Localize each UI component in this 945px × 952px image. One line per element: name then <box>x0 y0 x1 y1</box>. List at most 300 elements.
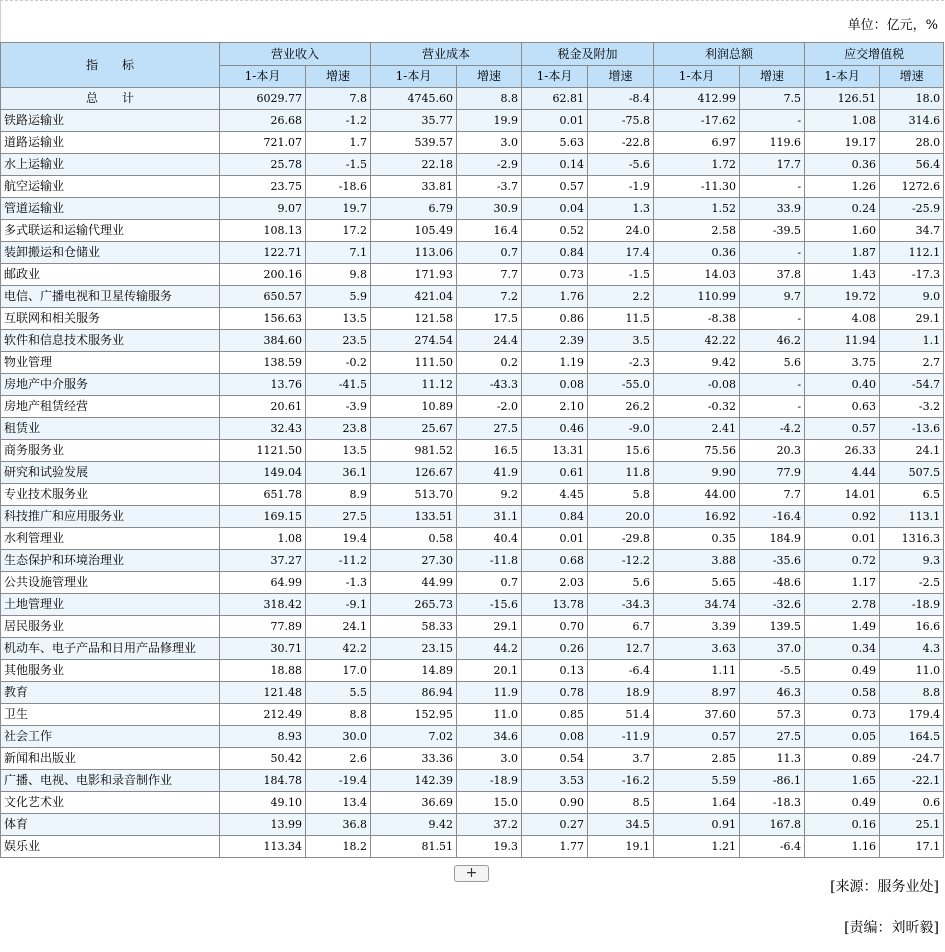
value-cell: 19.3 <box>457 836 522 858</box>
growth-subheader: 增速 <box>588 66 654 88</box>
value-cell: 9.2 <box>457 484 522 506</box>
value-cell: 13.4 <box>306 792 371 814</box>
value-cell: 26.33 <box>805 440 880 462</box>
value-cell: 14.03 <box>654 264 740 286</box>
growth-subheader: 增速 <box>457 66 522 88</box>
value-cell: 15.6 <box>588 440 654 462</box>
table-row <box>1 440 944 462</box>
value-cell: 121.58 <box>371 308 457 330</box>
industry-name: 水利管理业 <box>1 528 220 550</box>
value-cell: 18.9 <box>588 682 654 704</box>
value-cell: -16.4 <box>740 506 805 528</box>
value-cell: 119.6 <box>740 132 805 154</box>
value-cell: 23.5 <box>306 330 371 352</box>
value-cell: 23.8 <box>306 418 371 440</box>
value-cell: 1.3 <box>588 198 654 220</box>
value-cell: -12.2 <box>588 550 654 572</box>
value-cell: 6.79 <box>371 198 457 220</box>
industry-name: 物业管理 <box>1 352 220 374</box>
value-cell: 0.70 <box>522 616 588 638</box>
cost-header: 营业成本 <box>371 43 522 66</box>
value-cell: 44.99 <box>371 572 457 594</box>
value-cell: 16.4 <box>457 220 522 242</box>
industry-name: 广播、电视、电影和录音制作业 <box>1 770 220 792</box>
value-cell: -11.8 <box>457 550 522 572</box>
value-cell: 11.94 <box>805 330 880 352</box>
revenue-header: 营业收入 <box>220 43 371 66</box>
value-cell: 19.4 <box>306 528 371 550</box>
value-cell: -18.6 <box>306 176 371 198</box>
value-cell: 0.36 <box>805 154 880 176</box>
industry-name: 土地管理业 <box>1 594 220 616</box>
value-cell: 7.8 <box>306 88 371 110</box>
value-cell: 0.26 <box>522 638 588 660</box>
table-row <box>1 484 944 506</box>
unit-label: 单位：亿元，% <box>847 18 938 33</box>
value-cell: -2.5 <box>880 572 944 594</box>
value-cell: 0.6 <box>880 792 944 814</box>
value-cell: 1.64 <box>654 792 740 814</box>
value-cell: 7.2 <box>457 286 522 308</box>
value-cell: 1.60 <box>805 220 880 242</box>
value-cell: 721.07 <box>220 132 306 154</box>
value-cell: - <box>740 396 805 418</box>
value-cell: 0.61 <box>522 462 588 484</box>
value-cell: 2.85 <box>654 748 740 770</box>
value-cell: 0.7 <box>457 572 522 594</box>
value-cell: 5.5 <box>306 682 371 704</box>
value-cell: -1.5 <box>306 154 371 176</box>
value-cell: 105.49 <box>371 220 457 242</box>
value-cell: 19.72 <box>805 286 880 308</box>
value-cell: -75.8 <box>588 110 654 132</box>
value-cell: -24.7 <box>880 748 944 770</box>
value-cell: 34.6 <box>457 726 522 748</box>
add-button[interactable]: + <box>454 865 489 882</box>
table-row <box>1 176 944 198</box>
value-cell: 12.7 <box>588 638 654 660</box>
value-cell: - <box>740 308 805 330</box>
value-cell: 26.68 <box>220 110 306 132</box>
value-cell: 1.72 <box>654 154 740 176</box>
value-cell: 5.59 <box>654 770 740 792</box>
value-cell: 1272.6 <box>880 176 944 198</box>
table-row <box>1 792 944 814</box>
value-cell: 8.8 <box>880 682 944 704</box>
value-cell: 0.84 <box>522 506 588 528</box>
value-cell: 37.8 <box>740 264 805 286</box>
value-cell: -39.5 <box>740 220 805 242</box>
value-cell: 24.0 <box>588 220 654 242</box>
value-cell: 111.50 <box>371 352 457 374</box>
value-cell: 8.5 <box>588 792 654 814</box>
table-row <box>1 726 944 748</box>
value-cell: 0.78 <box>522 682 588 704</box>
industry-name: 房地产中介服务 <box>1 374 220 396</box>
value-cell: 44.00 <box>654 484 740 506</box>
value-cell: -22.8 <box>588 132 654 154</box>
industry-name: 装卸搬运和仓储业 <box>1 242 220 264</box>
value-cell: 18.0 <box>880 88 944 110</box>
value-cell: 1316.3 <box>880 528 944 550</box>
industry-name: 教育 <box>1 682 220 704</box>
value-cell: 24.1 <box>880 440 944 462</box>
value-cell: 7.5 <box>740 88 805 110</box>
value-cell: 49.10 <box>220 792 306 814</box>
value-cell: 36.1 <box>306 462 371 484</box>
value-cell: -1.3 <box>306 572 371 594</box>
value-cell: 16.6 <box>880 616 944 638</box>
period-subheader: 1-本月 <box>371 66 457 88</box>
value-cell: 14.01 <box>805 484 880 506</box>
table-row <box>1 528 944 550</box>
value-cell: 9.07 <box>220 198 306 220</box>
value-cell: 384.60 <box>220 330 306 352</box>
value-cell: - <box>740 374 805 396</box>
value-cell: 86.94 <box>371 682 457 704</box>
value-cell: -43.3 <box>457 374 522 396</box>
value-cell: 133.51 <box>371 506 457 528</box>
value-cell: -55.0 <box>588 374 654 396</box>
value-cell: 33.81 <box>371 176 457 198</box>
value-cell: 26.2 <box>588 396 654 418</box>
value-cell: 64.99 <box>220 572 306 594</box>
table-row <box>1 198 944 220</box>
value-cell: -15.6 <box>457 594 522 616</box>
value-cell: 20.0 <box>588 506 654 528</box>
value-cell: 5.6 <box>740 352 805 374</box>
value-cell: 30.9 <box>457 198 522 220</box>
value-cell: 1.16 <box>805 836 880 858</box>
value-cell: 139.5 <box>740 616 805 638</box>
value-cell: 17.7 <box>740 154 805 176</box>
value-cell: 34.7 <box>880 220 944 242</box>
period-subheader: 1-本月 <box>522 66 588 88</box>
vat-payable-header: 应交增值税 <box>805 43 944 66</box>
value-cell: 8.97 <box>654 682 740 704</box>
industry-name: 新闻和出版业 <box>1 748 220 770</box>
value-cell: 0.84 <box>522 242 588 264</box>
value-cell: 2.58 <box>654 220 740 242</box>
value-cell: 30.0 <box>306 726 371 748</box>
table-row <box>1 352 944 374</box>
table-row <box>1 132 944 154</box>
value-cell: 29.1 <box>457 616 522 638</box>
value-cell: 27.5 <box>457 418 522 440</box>
value-cell: -19.4 <box>306 770 371 792</box>
value-cell: 6.97 <box>654 132 740 154</box>
value-cell: -1.5 <box>588 264 654 286</box>
value-cell: -8.38 <box>654 308 740 330</box>
industry-name: 互联网和相关服务 <box>1 308 220 330</box>
value-cell: 46.2 <box>740 330 805 352</box>
value-cell: 138.59 <box>220 352 306 374</box>
value-cell: 0.86 <box>522 308 588 330</box>
value-cell: 13.99 <box>220 814 306 836</box>
value-cell: 108.13 <box>220 220 306 242</box>
value-cell: 3.75 <box>805 352 880 374</box>
value-cell: 1.11 <box>654 660 740 682</box>
value-cell: -1.2 <box>306 110 371 132</box>
value-cell: 126.67 <box>371 462 457 484</box>
value-cell: 2.39 <box>522 330 588 352</box>
value-cell: 81.51 <box>371 836 457 858</box>
value-cell: 17.5 <box>457 308 522 330</box>
value-cell: 33.36 <box>371 748 457 770</box>
value-cell: -11.30 <box>654 176 740 198</box>
industry-name: 机动车、电子产品和日用产品修理业 <box>1 638 220 660</box>
value-cell: 0.54 <box>522 748 588 770</box>
value-cell: 421.04 <box>371 286 457 308</box>
tax-surcharge-header: 税金及附加 <box>522 43 654 66</box>
value-cell: 40.4 <box>457 528 522 550</box>
value-cell: 1.77 <box>522 836 588 858</box>
value-cell: -2.9 <box>457 154 522 176</box>
value-cell: 4.08 <box>805 308 880 330</box>
value-cell: 28.0 <box>880 132 944 154</box>
value-cell: 8.93 <box>220 726 306 748</box>
source-note: [来源：服务业处] <box>830 879 939 895</box>
value-cell: 9.8 <box>306 264 371 286</box>
value-cell: -34.3 <box>588 594 654 616</box>
growth-subheader: 增速 <box>740 66 805 88</box>
value-cell: - <box>740 176 805 198</box>
value-cell: 0.04 <box>522 198 588 220</box>
value-cell: 57.3 <box>740 704 805 726</box>
value-cell: 46.3 <box>740 682 805 704</box>
value-cell: -6.4 <box>588 660 654 682</box>
value-cell: 0.01 <box>522 528 588 550</box>
value-cell: 5.9 <box>306 286 371 308</box>
value-cell: 36.8 <box>306 814 371 836</box>
value-cell: 11.12 <box>371 374 457 396</box>
value-cell: -8.4 <box>588 88 654 110</box>
value-cell: 3.39 <box>654 616 740 638</box>
value-cell: 11.8 <box>588 462 654 484</box>
value-cell: 42.2 <box>306 638 371 660</box>
table-row <box>1 550 944 572</box>
value-cell: 152.95 <box>371 704 457 726</box>
value-cell: 6029.77 <box>220 88 306 110</box>
value-cell: 35.77 <box>371 110 457 132</box>
value-cell: 36.69 <box>371 792 457 814</box>
value-cell: 0.49 <box>805 792 880 814</box>
value-cell: 112.1 <box>880 242 944 264</box>
value-cell: -86.1 <box>740 770 805 792</box>
value-cell: 34.74 <box>654 594 740 616</box>
value-cell: 37.0 <box>740 638 805 660</box>
unit-header-bar <box>0 0 944 43</box>
value-cell: 1.43 <box>805 264 880 286</box>
period-subheader: 1-本月 <box>654 66 740 88</box>
value-cell: 7.1 <box>306 242 371 264</box>
value-cell: 19.1 <box>588 836 654 858</box>
industry-name: 专业技术服务业 <box>1 484 220 506</box>
value-cell: 0.24 <box>805 198 880 220</box>
industry-name: 其他服务业 <box>1 660 220 682</box>
value-cell: 121.48 <box>220 682 306 704</box>
value-cell: 200.16 <box>220 264 306 286</box>
value-cell: 412.99 <box>654 88 740 110</box>
total-row <box>1 88 944 110</box>
table-row <box>1 814 944 836</box>
value-cell: 24.4 <box>457 330 522 352</box>
value-cell: 1.87 <box>805 242 880 264</box>
value-cell: 981.52 <box>371 440 457 462</box>
value-cell: -9.0 <box>588 418 654 440</box>
value-cell: 5.65 <box>654 572 740 594</box>
value-cell: 13.76 <box>220 374 306 396</box>
value-cell: 0.35 <box>654 528 740 550</box>
value-cell: 156.63 <box>220 308 306 330</box>
value-cell: -0.2 <box>306 352 371 374</box>
value-cell: 0.73 <box>805 704 880 726</box>
value-cell: -3.2 <box>880 396 944 418</box>
value-cell: 5.6 <box>588 572 654 594</box>
value-cell: 19.9 <box>457 110 522 132</box>
value-cell: -1.9 <box>588 176 654 198</box>
value-cell: 2.78 <box>805 594 880 616</box>
industry-name: 总 计 <box>1 88 220 110</box>
value-cell: 1.08 <box>805 110 880 132</box>
table-row <box>1 770 944 792</box>
value-cell: 22.18 <box>371 154 457 176</box>
editor-note: [责编：刘昕毅] <box>844 920 939 936</box>
value-cell: 37.27 <box>220 550 306 572</box>
value-cell: 11.3 <box>740 748 805 770</box>
value-cell: 9.42 <box>371 814 457 836</box>
value-cell: 10.89 <box>371 396 457 418</box>
value-cell: 2.2 <box>588 286 654 308</box>
value-cell: 1.26 <box>805 176 880 198</box>
table-row <box>1 704 944 726</box>
table-row <box>1 374 944 396</box>
value-cell: 0.05 <box>805 726 880 748</box>
table-row <box>1 154 944 176</box>
table-row <box>1 638 944 660</box>
value-cell: 4745.60 <box>371 88 457 110</box>
value-cell: -18.9 <box>880 594 944 616</box>
value-cell: 1.52 <box>654 198 740 220</box>
industry-name: 科技推广和应用服务业 <box>1 506 220 528</box>
value-cell: 184.78 <box>220 770 306 792</box>
value-cell: 9.3 <box>880 550 944 572</box>
industry-name: 软件和信息技术服务业 <box>1 330 220 352</box>
value-cell: 179.4 <box>880 704 944 726</box>
value-cell: 37.2 <box>457 814 522 836</box>
value-cell: 11.0 <box>457 704 522 726</box>
value-cell: -0.08 <box>654 374 740 396</box>
value-cell: -3.7 <box>457 176 522 198</box>
growth-subheader: 增速 <box>306 66 371 88</box>
value-cell: 11.5 <box>588 308 654 330</box>
value-cell: 3.0 <box>457 748 522 770</box>
value-cell: 9.0 <box>880 286 944 308</box>
value-cell: 1.08 <box>220 528 306 550</box>
value-cell: 0.27 <box>522 814 588 836</box>
value-cell: 0.01 <box>805 528 880 550</box>
table-row <box>1 396 944 418</box>
value-cell: 19.17 <box>805 132 880 154</box>
value-cell: 0.85 <box>522 704 588 726</box>
value-cell: 1.49 <box>805 616 880 638</box>
value-cell: 4.45 <box>522 484 588 506</box>
industry-name: 邮政业 <box>1 264 220 286</box>
value-cell: 4.3 <box>880 638 944 660</box>
value-cell: -2.0 <box>457 396 522 418</box>
value-cell: -29.8 <box>588 528 654 550</box>
value-cell: 318.42 <box>220 594 306 616</box>
table-row <box>1 330 944 352</box>
table-row <box>1 110 944 132</box>
value-cell: 11.0 <box>880 660 944 682</box>
value-cell: 651.78 <box>220 484 306 506</box>
value-cell: -16.2 <box>588 770 654 792</box>
table-row <box>1 660 944 682</box>
value-cell: 0.58 <box>805 682 880 704</box>
value-cell: 44.2 <box>457 638 522 660</box>
value-cell: 507.5 <box>880 462 944 484</box>
industry-name: 公共设施管理业 <box>1 572 220 594</box>
value-cell: 25.1 <box>880 814 944 836</box>
value-cell: 31.1 <box>457 506 522 528</box>
value-cell: 650.57 <box>220 286 306 308</box>
value-cell: -5.5 <box>740 660 805 682</box>
value-cell: 1.17 <box>805 572 880 594</box>
value-cell: 3.88 <box>654 550 740 572</box>
value-cell: 0.91 <box>654 814 740 836</box>
value-cell: -41.5 <box>306 374 371 396</box>
value-cell: 2.10 <box>522 396 588 418</box>
value-cell: 0.34 <box>805 638 880 660</box>
value-cell: 0.92 <box>805 506 880 528</box>
value-cell: -54.7 <box>880 374 944 396</box>
value-cell: 20.3 <box>740 440 805 462</box>
value-cell: -18.9 <box>457 770 522 792</box>
value-cell: -6.4 <box>740 836 805 858</box>
value-cell: 13.78 <box>522 594 588 616</box>
value-cell: 0.89 <box>805 748 880 770</box>
period-subheader: 1-本月 <box>220 66 306 88</box>
value-cell: 20.1 <box>457 660 522 682</box>
table-row <box>1 286 944 308</box>
value-cell: 27.30 <box>371 550 457 572</box>
value-cell: 265.73 <box>371 594 457 616</box>
industry-name: 卫生 <box>1 704 220 726</box>
value-cell: -22.1 <box>880 770 944 792</box>
value-cell: 1.1 <box>880 330 944 352</box>
industry-name: 电信、广播电视和卫星传输服务 <box>1 286 220 308</box>
table-row <box>1 308 944 330</box>
value-cell: 0.57 <box>522 176 588 198</box>
value-cell: 184.9 <box>740 528 805 550</box>
value-cell: -48.6 <box>740 572 805 594</box>
value-cell: 0.49 <box>805 660 880 682</box>
value-cell: 9.42 <box>654 352 740 374</box>
value-cell: 16.92 <box>654 506 740 528</box>
value-cell: 16.5 <box>457 440 522 462</box>
value-cell: 11.9 <box>457 682 522 704</box>
value-cell: 77.89 <box>220 616 306 638</box>
value-cell: 1.65 <box>805 770 880 792</box>
value-cell: 27.5 <box>306 506 371 528</box>
table-row <box>1 462 944 484</box>
value-cell: 0.73 <box>522 264 588 286</box>
value-cell: 3.7 <box>588 748 654 770</box>
value-cell: 0.08 <box>522 374 588 396</box>
industry-name: 研究和试验发展 <box>1 462 220 484</box>
value-cell: -5.6 <box>588 154 654 176</box>
